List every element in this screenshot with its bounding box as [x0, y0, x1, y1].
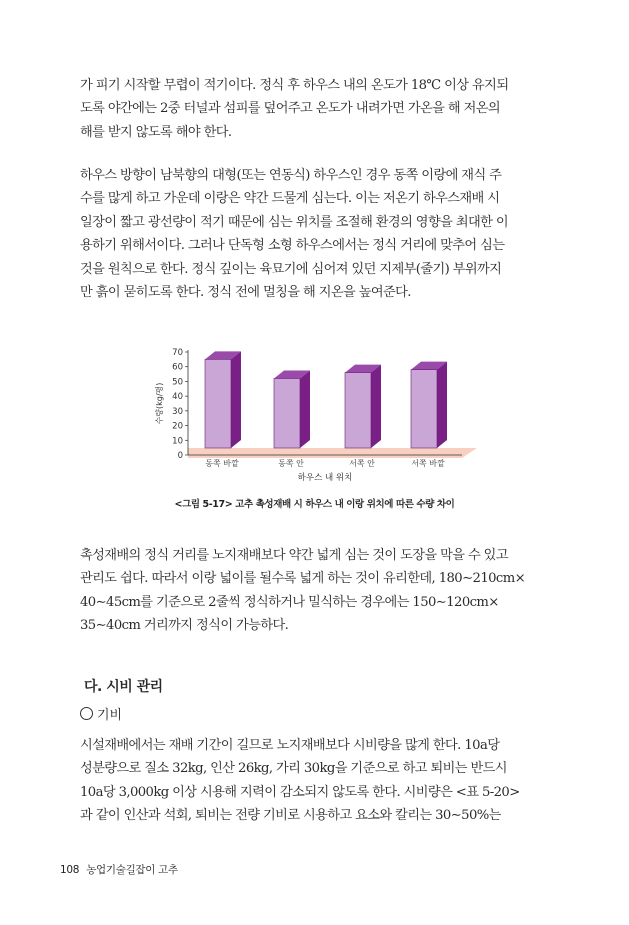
- y-tick-label: 40: [172, 392, 183, 403]
- y-tick-label: 60: [172, 362, 183, 373]
- x-tick-label: 서쪽 바깥: [411, 459, 445, 468]
- page-number: 108: [60, 864, 80, 876]
- text-line: 만 흙이 묻히도록 한다. 정식 전에 멀칭을 해 지온을 높여준다.: [80, 285, 411, 301]
- y-tick-label: 0: [177, 451, 183, 461]
- y-axis-title: 수량(kg/평): [155, 382, 164, 425]
- bar-side-face: [371, 365, 381, 448]
- x-tick-label: 동쪽 안: [278, 459, 304, 468]
- bar: [411, 370, 437, 448]
- text-line: 시설재배에서는 재배 기간이 길므로 노지재배보다 시비량을 많게 한다. 10a당: [80, 738, 500, 753]
- circle-bullet-icon: [80, 707, 93, 720]
- yield-bar-chart: [150, 340, 490, 490]
- text-line: 성분량으로 질소 32kg, 인산 26kg, 가리 30kg을 기준으로 하고 퇴비는 반드시: [80, 761, 507, 777]
- text-line: 가 피기 시작할 무렵이 적기이다. 정식 후 하우스 내의 온도가 18℃ 이상 유지되: [80, 78, 509, 93]
- subsection-label: 기비: [97, 708, 123, 723]
- text-line: 용하기 위해서이다. 그러나 단독형 소형 하우스에서는 정식 거리에 맞추어 심는: [80, 238, 505, 254]
- y-tick-label: 70: [172, 348, 183, 358]
- bar: [274, 378, 300, 448]
- x-tick-label: 동쪽 바깥: [205, 459, 239, 468]
- x-axis-title: 하우스 내 위치: [297, 473, 353, 483]
- bar-side-face: [231, 351, 241, 448]
- text-line: 하우스 방향이 남북향의 대형(또는 연동식) 하우스인 경우 동쪽 이랑에 재식 주: [80, 168, 502, 183]
- text-line: 관리도 쉽다. 따라서 이랑 넓이를 될수록 넓게 하는 것이 유리한데, 180∼210cm×: [80, 571, 526, 587]
- section-heading: 다. 시비 관리: [84, 679, 163, 695]
- text-line: 해를 받지 않도록 해야 한다.: [80, 124, 232, 140]
- y-tick-label: 10: [172, 436, 183, 447]
- paragraph-base-fertilizer: [80, 734, 550, 828]
- bar-side-face: [437, 362, 447, 448]
- y-tick-label: 50: [172, 377, 183, 388]
- chart-floor-plane: [188, 448, 477, 458]
- bar: [205, 359, 231, 448]
- text-line: 수를 많게 하고 가운데 이랑은 약간 드물게 심는다. 이는 저온기 하우스재배 시: [80, 191, 500, 207]
- text-line: 10a당 3,000kg 이상 시용해 지력이 감소되지 않도록 한다. 시비량은 <표 5-20>: [80, 784, 520, 800]
- paragraph-planting-distance: [80, 544, 550, 638]
- subsection-heading: [80, 704, 122, 723]
- bar: [345, 373, 371, 448]
- bar-side-face: [300, 370, 310, 448]
- x-tick-label: 서쪽 안: [349, 459, 375, 468]
- text-line: 일장이 짧고 광선량이 적기 때문에 심는 위치를 조절해 환경의 영향을 최대한 이: [80, 214, 508, 230]
- paragraph-planting-temperature: [80, 74, 550, 144]
- figure-caption: <그림 5-17> 고추 촉성재배 시 하우스 내 이랑 위치에 따른 수량 차이: [174, 499, 455, 510]
- text-line: 40∼45cm를 기준으로 2줄씩 정식하거나 밀식하는 경우에는 150∼120cm×: [80, 594, 499, 610]
- page-footer: [60, 862, 178, 877]
- y-tick-label: 30: [172, 406, 183, 417]
- paragraph-house-orientation: [80, 164, 550, 304]
- text-line: 촉성재배의 정식 거리를 노지재배보다 약간 넓게 심는 것이 도장을 막을 수 있고: [80, 548, 508, 563]
- book-title: 농업기술길잡이 고추: [86, 864, 178, 876]
- text-line: 35∼40cm 거리까지 정식이 가능하다.: [80, 618, 289, 634]
- text-line: 도록 야간에는 2중 터널과 섬피를 덮어주고 온도가 내려가면 가온을 해 저온의: [80, 101, 501, 117]
- y-tick-label: 20: [172, 421, 183, 432]
- text-line: 과 같이 인산과 석회, 퇴비는 전량 기비로 시용하고 요소와 칼리는 30∼50%는: [80, 808, 501, 824]
- text-line: 것을 원칙으로 한다. 정식 깊이는 육묘기에 심어져 있던 지제부(줄기) 부위까지: [80, 261, 502, 277]
